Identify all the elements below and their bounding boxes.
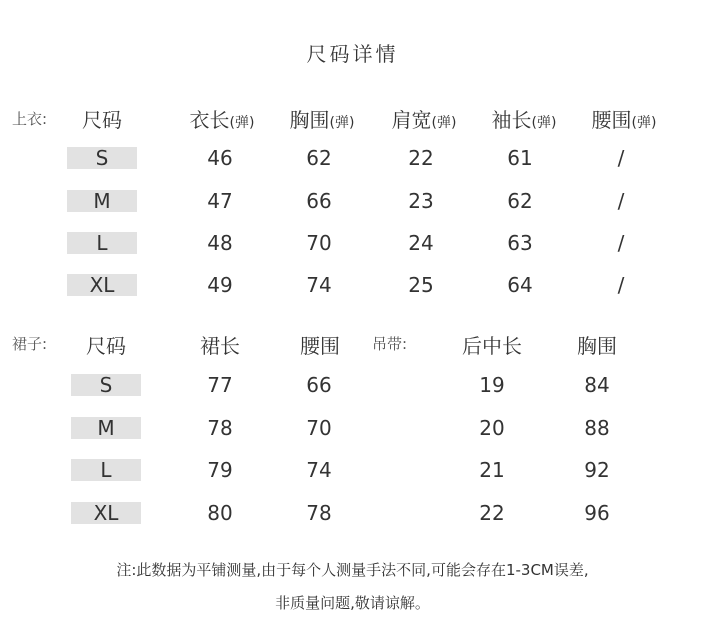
skirt-header-size: 尺码 — [86, 334, 126, 358]
table-cell: 62 — [306, 146, 332, 170]
top-size-xl: XL — [67, 274, 137, 296]
top-header-waist: 腰围(弹) — [591, 108, 657, 132]
skirt-size-s: S — [71, 374, 141, 396]
table-cell: 46 — [207, 146, 233, 170]
quality-note: 非质量问题,敬请谅解。 — [275, 594, 430, 612]
table-cell: / — [617, 231, 625, 255]
table-cell: 48 — [207, 231, 233, 255]
top-size-l: L — [67, 232, 137, 254]
strap-header-back-length: 后中长 — [462, 334, 522, 358]
table-cell: 74 — [306, 273, 332, 297]
table-cell: 22 — [479, 501, 505, 525]
table-cell: 64 — [507, 273, 533, 297]
skirt-header-waist: 腰围 — [300, 334, 340, 358]
table-cell: 70 — [306, 416, 332, 440]
table-cell: 23 — [408, 189, 434, 213]
table-cell: / — [617, 273, 625, 297]
table-cell: / — [617, 146, 625, 170]
skirt-section-label: 裙子: — [12, 335, 48, 353]
strap-section-label: 吊带: — [372, 335, 408, 353]
skirt-header-length: 裙长 — [200, 334, 240, 358]
table-cell: 66 — [306, 373, 332, 397]
top-section-label: 上衣: — [12, 110, 48, 128]
skirt-size-xl: XL — [71, 502, 141, 524]
table-cell: 49 — [207, 273, 233, 297]
skirt-size-m: M — [71, 417, 141, 439]
table-cell: 70 — [306, 231, 332, 255]
skirt-size-l: L — [71, 459, 141, 481]
top-header-chest: 胸围(弹) — [289, 108, 355, 132]
top-size-m: M — [67, 190, 137, 212]
table-cell: 24 — [408, 231, 434, 255]
table-cell: 25 — [408, 273, 434, 297]
top-header-size: 尺码 — [82, 108, 122, 132]
top-size-s: S — [67, 147, 137, 169]
table-cell: 92 — [584, 458, 610, 482]
table-cell: 47 — [207, 189, 233, 213]
table-cell: / — [617, 189, 625, 213]
strap-header-chest: 胸围 — [577, 334, 617, 358]
table-cell: 79 — [207, 458, 233, 482]
table-cell: 78 — [306, 501, 332, 525]
table-cell: 80 — [207, 501, 233, 525]
table-cell: 61 — [507, 146, 533, 170]
table-cell: 74 — [306, 458, 332, 482]
top-header-length: 衣长(弹) — [189, 108, 255, 132]
table-cell: 63 — [507, 231, 533, 255]
measurement-note: 注:此数据为平铺测量,由于每个人测量手法不同,可能会存在1-3CM误差, — [116, 561, 589, 579]
table-cell: 77 — [207, 373, 233, 397]
top-header-sleeve: 袖长(弹) — [491, 108, 557, 132]
table-cell: 78 — [207, 416, 233, 440]
table-cell: 84 — [584, 373, 610, 397]
table-cell: 22 — [408, 146, 434, 170]
table-cell: 19 — [479, 373, 505, 397]
table-cell: 96 — [584, 501, 610, 525]
top-header-shoulder: 肩宽(弹) — [391, 108, 457, 132]
table-cell: 21 — [479, 458, 505, 482]
page-title: 尺码详情 — [306, 42, 399, 66]
table-cell: 20 — [479, 416, 505, 440]
table-cell: 88 — [584, 416, 610, 440]
table-cell: 66 — [306, 189, 332, 213]
table-cell: 62 — [507, 189, 533, 213]
